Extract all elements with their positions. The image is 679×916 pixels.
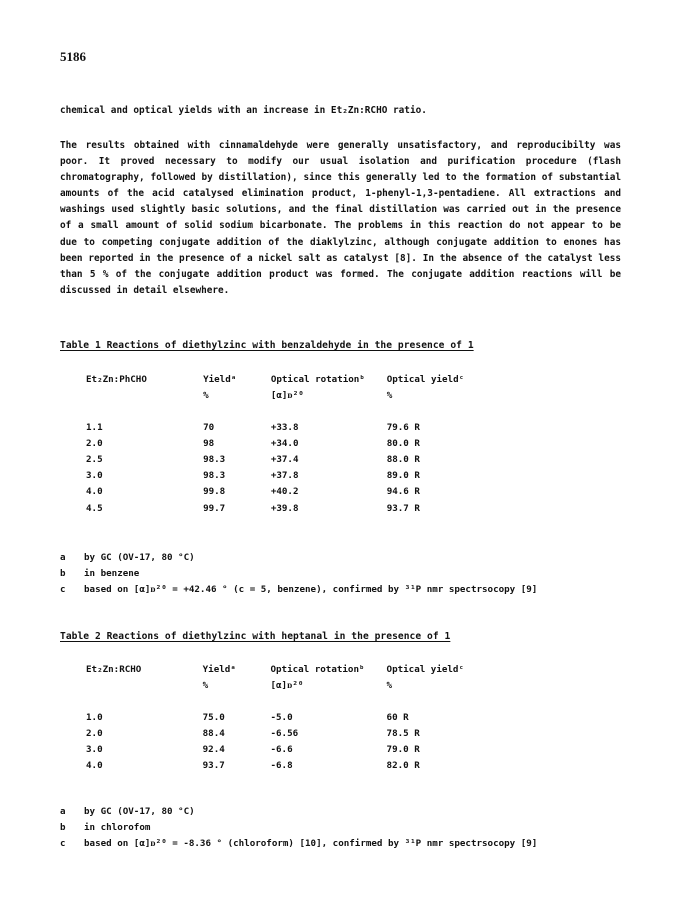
cell-optical-yield: 80.0 R [386, 438, 420, 450]
table-row [60, 454, 480, 470]
cell-yield: 75.0 [202, 712, 225, 724]
footnote-a [60, 806, 640, 822]
table-row [60, 728, 480, 744]
table-row [60, 744, 480, 760]
cell-ratio: 4.5 [86, 502, 103, 514]
table-2 [60, 664, 480, 776]
cell-yield: 93.7 [202, 760, 225, 772]
footnote-key: b [60, 568, 66, 580]
cell-optical-yield: 88.0 R [386, 454, 420, 466]
cell-rotation: +37.4 [270, 454, 299, 466]
paragraph-2: The results obtained with cinnamaldehyde were generally unsatisfactory, and reproducibilty was poor. It proved necessary to modify our usual isolation and purification procedure (flash chromatography, followed by distillation), since this generally led to the formation of substantial amounts of the acid catalysed elimination product, 1-phenyl-1,3-pentadiene. All extractions and washings used slightly basic solutions, and the final distillation was carried out in the presence of a small amount of solid sodium bicarbonate. The problems in this reaction do not appear to be due to competing conjugate addition of the diaklylzinc, although conjugate addition to enones has been reported in the presence of a nickel salt as catalyst [8]. In the absence of the catalyst less than 5 % of the conjugate addition product was formed. The conjugate addition reactions will be discussed in detail elsewhere. [60, 140, 621, 296]
cell-yield: 98.3 [203, 470, 226, 482]
table-header-row [60, 664, 480, 680]
page-number: 5186 [60, 49, 86, 64]
cell-ratio: 3.0 [86, 470, 103, 482]
footnote-b [60, 822, 640, 838]
subheader-optical-yield-unit: % [386, 680, 393, 691]
cell-yield: 70 [203, 422, 215, 434]
cell-yield: 98.3 [203, 454, 226, 466]
cell-ratio: 4.0 [86, 486, 103, 498]
footnote-a [60, 552, 640, 568]
header-optical-rotation: Optical rotationᵇ [270, 664, 365, 675]
footnote-key: a [60, 552, 66, 563]
header-optical-yield: Optical yieldᶜ [386, 664, 464, 675]
cell-ratio: 3.0 [86, 744, 103, 756]
cell-optical-yield: 82.0 R [386, 760, 420, 772]
footnote-text: by GC (OV-17, 80 °C) [84, 806, 195, 817]
footnote-c [60, 838, 640, 854]
cell-ratio: 1.1 [86, 422, 103, 434]
table-2-caption: Table 2 Reactions of diethylzinc with heptanal in the presence of 1 [60, 631, 451, 642]
footnote-b [60, 568, 640, 584]
subheader-rotation-unit: [α]ᴅ²⁰ [270, 390, 304, 401]
cell-rotation: +33.8 [270, 422, 299, 434]
footnote-text: in benzene [84, 568, 140, 580]
table-row [60, 470, 480, 486]
paragraph-1: chemical and optical yields with an increase in Et₂Zn:RCHO ratio. [60, 105, 427, 116]
header-yield: Yieldᵃ [203, 374, 237, 385]
subheader-yield-unit: % [203, 390, 209, 401]
cell-ratio: 2.5 [86, 454, 103, 466]
subheader-blank [60, 680, 203, 696]
spacer-row [60, 406, 480, 422]
cell-rotation: -6.56 [270, 728, 299, 740]
table-2-footnotes [60, 806, 640, 855]
cell-optical-yield: 89.0 R [386, 470, 420, 482]
header-optical-rotation: Optical rotationᵇ [270, 374, 365, 385]
cell-rotation: -6.6 [270, 744, 293, 756]
table-row [60, 503, 480, 519]
cell-yield: 99.8 [203, 486, 226, 498]
cell-ratio: 1.0 [86, 712, 103, 724]
subheader-rotation-unit: [α]ᴅ²⁰ [270, 680, 304, 691]
table-header-row [60, 374, 480, 390]
table-row [60, 760, 480, 776]
cell-yield: 92.4 [202, 744, 225, 756]
subheader-yield-unit: % [202, 680, 209, 691]
header-ratio: Et₂Zn:RCHO [86, 664, 142, 675]
subheader-optical-yield-unit: % [386, 390, 393, 401]
table-row [60, 438, 480, 454]
table-subheader-row [60, 680, 480, 696]
footnote-text: based on [α]ᴅ²⁰ = -8.36 ° (chloroform) [10], confirmed by ³¹P nmr spectrsocopy [9] [84, 838, 538, 850]
cell-yield: 88.4 [202, 728, 225, 740]
cell-ratio: 2.0 [86, 438, 103, 450]
footnote-text: based on [α]ᴅ²⁰ = +42.46 ° (c = 5, benzene), confirmed by ³¹P nmr spectrsocopy [9] [84, 584, 538, 596]
cell-optical-yield: 60 R [386, 712, 409, 724]
header-yield: Yieldᵃ [202, 664, 236, 675]
table-subheader-row [60, 390, 480, 406]
spacer-row [60, 696, 480, 712]
footnote-c [60, 584, 640, 600]
table-1 [60, 374, 480, 519]
cell-optical-yield: 78.5 R [386, 728, 420, 740]
footnote-key: a [60, 806, 66, 817]
table-1-caption: Table 1 Reactions of diethylzinc with benzaldehyde in the presence of 1 [60, 340, 474, 351]
cell-yield: 98 [203, 438, 215, 450]
cell-rotation: +40.2 [270, 486, 299, 498]
cell-optical-yield: 79.0 R [386, 744, 420, 756]
cell-rotation: +37.8 [270, 470, 299, 482]
table-1-footnotes [60, 552, 640, 601]
cell-rotation: +34.0 [270, 438, 299, 450]
cell-rotation: -6.8 [270, 760, 293, 772]
cell-rotation: +39.8 [270, 502, 299, 514]
cell-optical-yield: 94.6 R [386, 486, 420, 498]
table-row [60, 486, 480, 502]
cell-optical-yield: 79.6 R [386, 422, 420, 434]
cell-ratio: 2.0 [86, 728, 103, 740]
table-row [60, 712, 480, 728]
footnote-text: in chlorofom [84, 822, 151, 834]
footnote-key: b [60, 822, 66, 834]
footnote-text: by GC (OV-17, 80 °C) [84, 552, 195, 563]
header-optical-yield: Optical yieldᶜ [386, 374, 465, 385]
subheader-blank [60, 390, 203, 406]
header-ratio: Et₂Zn:PhCHO [86, 374, 147, 385]
cell-rotation: -5.0 [270, 712, 293, 724]
table-row [60, 422, 480, 438]
cell-yield: 99.7 [203, 502, 226, 514]
cell-optical-yield: 93.7 R [386, 502, 420, 514]
cell-ratio: 4.0 [86, 760, 103, 772]
footnote-key: c [60, 584, 66, 596]
footnote-key: c [60, 838, 66, 850]
